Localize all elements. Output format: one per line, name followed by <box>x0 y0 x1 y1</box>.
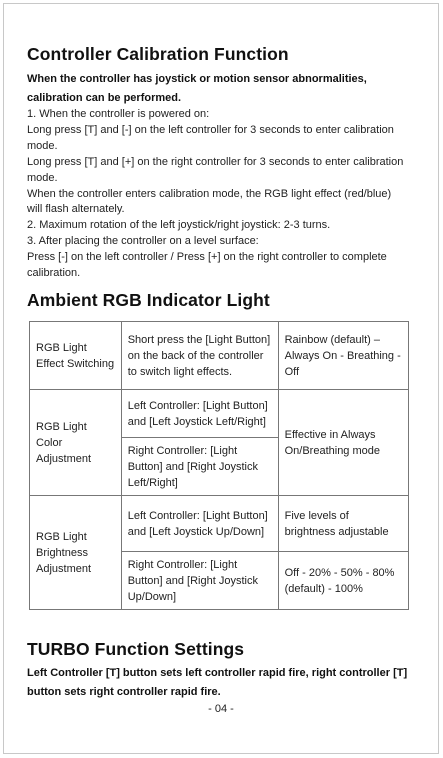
table-row <box>30 496 409 552</box>
rgb-switching-label: RGB Light Effect Switching <box>30 322 122 390</box>
rgb-color-action-right: Right Controller: [Light Button] and [Right Joystick Left/Right] <box>121 438 278 496</box>
calibration-line: Long press [T] and [-] on the left controller for 3 seconds to enter calibration <box>27 123 394 136</box>
calibration-line: When the controller enters calibration mode, the RGB light effect (red/blue) <box>27 187 392 200</box>
rgb-settings-table <box>29 321 409 610</box>
rgb-switching-action: Short press the [Light Button] on the back of the controller to switch light effects. <box>121 322 278 390</box>
rgb-color-label: RGB Light Color Adjustment <box>30 390 122 496</box>
turbo-line-1: Left Controller [T] button sets left controller rapid fire, right controller [T] <box>27 667 408 679</box>
calibration-intro-line-1: When the controller has joystick or motion sensor abnormalities, <box>27 73 367 85</box>
rgb-switching-result: Rainbow (default) – Always On - Breathing - Off <box>278 322 408 390</box>
calibration-line: 2. Maximum rotation of the left joystick/right joystick: 2-3 turns. <box>27 219 331 232</box>
calibration-line: Long press [T] and [+] on the right controller for 3 seconds to enter calibration <box>27 155 404 168</box>
calibration-steps <box>27 107 415 282</box>
rgb-heading: Ambient RGB Indicator Light <box>27 290 270 310</box>
rgb-brightness-action-right: Right Controller: [Light Button] and [Right Joystick Up/Down] <box>121 552 278 610</box>
rgb-brightness-label: RGB Light Brightness Adjustment <box>30 496 122 610</box>
turbo-description <box>27 664 415 702</box>
calibration-line: calibration. <box>27 267 81 280</box>
table-row <box>30 322 409 390</box>
turbo-heading: TURBO Function Settings <box>27 639 245 659</box>
calibration-line: 3. After placing the controller on a level surface: <box>27 235 259 248</box>
rgb-brightness-action-left: Left Controller: [Light Button] and [Left Joystick Up/Down] <box>121 496 278 552</box>
calibration-heading: Controller Calibration Function <box>27 44 289 64</box>
rgb-color-result: Effective in Always On/Breathing mode <box>278 390 408 496</box>
calibration-line: mode. <box>27 171 58 184</box>
calibration-intro-line-2: calibration can be performed. <box>27 92 182 104</box>
calibration-intro <box>27 70 415 108</box>
turbo-line-2: button sets right controller rapid fire. <box>27 686 221 698</box>
calibration-line: mode. <box>27 139 58 152</box>
table-row <box>30 390 409 438</box>
calibration-line: 1. When the controller is powered on: <box>27 108 210 120</box>
calibration-line: will flash alternately. <box>27 203 125 216</box>
calibration-line: Press [-] on the left controller / Press [+] on the right controller to complete <box>27 251 387 264</box>
rgb-color-action-left: Left Controller: [Light Button] and [Left Joystick Left/Right] <box>121 390 278 438</box>
rgb-brightness-result-left: Five levels of brightness adjustable <box>278 496 408 552</box>
rgb-brightness-result-right: Off - 20% - 50% - 80% (default) - 100% <box>278 552 408 610</box>
page-number: - 04 - <box>208 703 234 715</box>
